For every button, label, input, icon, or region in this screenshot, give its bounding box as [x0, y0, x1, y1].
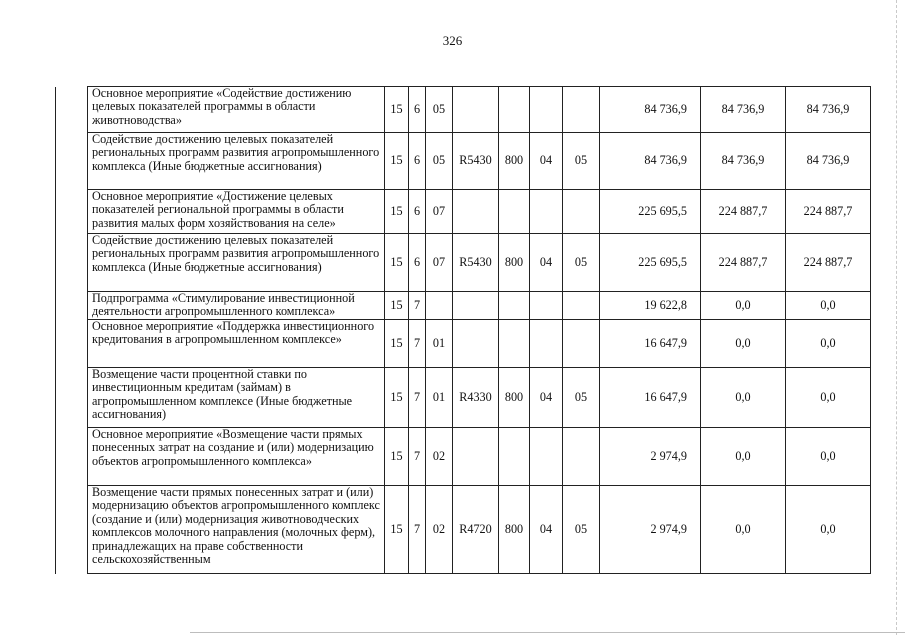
code-direction: R4330: [453, 368, 499, 428]
code-subsection: 05: [563, 368, 600, 428]
row-name: Основное мероприятие «Содействие достижению целевых показателей программы в области животноводства»: [88, 87, 385, 133]
code-direction: [453, 428, 499, 486]
row-lead-cell: [56, 234, 88, 292]
code-subprogram: 7: [409, 486, 426, 574]
code-subsection: 05: [563, 133, 600, 190]
code-gp: 15: [385, 428, 409, 486]
code-section: [530, 320, 563, 368]
amount-year-3: 84 736,9: [786, 133, 871, 190]
code-measure: 02: [426, 428, 453, 486]
code-direction: R4720: [453, 486, 499, 574]
amount-year-3: 0,0: [786, 320, 871, 368]
scan-bottom-line: [190, 632, 905, 633]
amount-year-1: 16 647,9: [600, 320, 701, 368]
code-gp: 15: [385, 320, 409, 368]
code-subsection: [563, 87, 600, 133]
code-direction: R5430: [453, 234, 499, 292]
amount-year-2: 224 887,7: [701, 190, 786, 234]
amount-year-1: 19 622,8: [600, 292, 701, 320]
code-subsection: 05: [563, 486, 600, 574]
row-lead-cell: [56, 428, 88, 486]
amount-year-3: 0,0: [786, 486, 871, 574]
amount-year-1: 16 647,9: [600, 368, 701, 428]
code-measure: 01: [426, 320, 453, 368]
row-lead-cell: [56, 320, 88, 368]
code-expense-type: [499, 190, 530, 234]
code-measure: 07: [426, 234, 453, 292]
code-section: 04: [530, 368, 563, 428]
code-subsection: [563, 292, 600, 320]
row-name: Содействие достижению целевых показателей региональных программ развития агропромышленного комплекса (Иные бюджетные ассигнования): [88, 133, 385, 190]
code-subprogram: 7: [409, 320, 426, 368]
amount-year-2: 84 736,9: [701, 87, 786, 133]
amount-year-3: 84 736,9: [786, 87, 871, 133]
code-expense-type: 800: [499, 486, 530, 574]
amount-year-1: 225 695,5: [600, 190, 701, 234]
amount-year-3: 0,0: [786, 292, 871, 320]
amount-year-2: 0,0: [701, 368, 786, 428]
row-lead-cell: [56, 292, 88, 320]
amount-year-1: 84 736,9: [600, 133, 701, 190]
code-gp: 15: [385, 190, 409, 234]
table-row: [56, 292, 871, 320]
code-direction: [453, 190, 499, 234]
row-lead-cell: [56, 368, 88, 428]
code-direction: R5430: [453, 133, 499, 190]
code-direction: [453, 292, 499, 320]
code-section: [530, 87, 563, 133]
table-row: [56, 87, 871, 133]
amount-year-2: 224 887,7: [701, 234, 786, 292]
code-expense-type: [499, 320, 530, 368]
row-name: Основное мероприятие «Достижение целевых показателей региональной программы в области развития малых форм хозяйствования на селе»: [88, 190, 385, 234]
table-row: [56, 234, 871, 292]
code-section: 04: [530, 133, 563, 190]
code-gp: 15: [385, 133, 409, 190]
code-measure: 02: [426, 486, 453, 574]
code-expense-type: 800: [499, 368, 530, 428]
code-subprogram: 7: [409, 428, 426, 486]
amount-year-2: 0,0: [701, 292, 786, 320]
row-lead-cell: [56, 486, 88, 574]
code-section: [530, 190, 563, 234]
table-row: [56, 320, 871, 368]
row-name: Возмещение части процентной ставки по инвестиционным кредитам (займам) в агропромышленном комплексе (Иные бюджетные ассигнования): [88, 368, 385, 428]
code-subprogram: 6: [409, 87, 426, 133]
row-name: Возмещение части прямых понесенных затрат и (или) модернизацию объектов агропромышленного комплекс (создание и (или) модернизация животноводческих комплексов молочного направления (молочных ферм), принадлежащих на праве собственности сельскохозяйственным: [88, 486, 385, 574]
row-name: Подпрограмма «Стимулирование инвестиционной деятельности агропромышленного комплекса»: [88, 292, 385, 320]
table-row: [56, 133, 871, 190]
table-row: [56, 486, 871, 574]
code-measure: 01: [426, 368, 453, 428]
code-expense-type: [499, 87, 530, 133]
amount-year-1: 2 974,9: [600, 428, 701, 486]
code-gp: 15: [385, 234, 409, 292]
code-subsection: [563, 428, 600, 486]
row-name: Содействие достижению целевых показателей региональных программ развития агропромышленного комплекса (Иные бюджетные ассигнования): [88, 234, 385, 292]
row-name: Основное мероприятие «Поддержка инвестиционного кредитования в агропромышленном комплексе»: [88, 320, 385, 368]
row-lead-cell: [56, 190, 88, 234]
amount-year-1: 84 736,9: [600, 87, 701, 133]
code-subprogram: 6: [409, 190, 426, 234]
code-subprogram: 6: [409, 234, 426, 292]
amount-year-2: 0,0: [701, 320, 786, 368]
code-subsection: [563, 320, 600, 368]
amount-year-2: 0,0: [701, 428, 786, 486]
code-gp: 15: [385, 87, 409, 133]
amount-year-3: 224 887,7: [786, 234, 871, 292]
code-expense-type: [499, 428, 530, 486]
code-direction: [453, 87, 499, 133]
amount-year-3: 224 887,7: [786, 190, 871, 234]
code-section: 04: [530, 486, 563, 574]
row-lead-cell: [56, 87, 88, 133]
code-gp: 15: [385, 292, 409, 320]
amount-year-2: 0,0: [701, 486, 786, 574]
code-direction: [453, 320, 499, 368]
code-section: [530, 292, 563, 320]
code-subprogram: 7: [409, 292, 426, 320]
table-row: [56, 428, 871, 486]
scan-edge-line: [896, 0, 898, 635]
row-name: Основное мероприятие «Возмещение части прямых понесенных затрат на создание и (или) модернизацию объектов агропромышленного комплекса»: [88, 428, 385, 486]
code-gp: 15: [385, 368, 409, 428]
row-lead-cell: [56, 133, 88, 190]
budget-table: [55, 86, 871, 574]
table-row: [56, 368, 871, 428]
amount-year-1: 225 695,5: [600, 234, 701, 292]
code-section: [530, 428, 563, 486]
code-subsection: 05: [563, 234, 600, 292]
code-expense-type: 800: [499, 234, 530, 292]
code-expense-type: 800: [499, 133, 530, 190]
table-body: [56, 87, 871, 574]
code-expense-type: [499, 292, 530, 320]
code-section: 04: [530, 234, 563, 292]
code-measure: [426, 292, 453, 320]
code-measure: 05: [426, 133, 453, 190]
page-number: 326: [442, 33, 463, 48]
code-measure: 07: [426, 190, 453, 234]
amount-year-2: 84 736,9: [701, 133, 786, 190]
table-row: [56, 190, 871, 234]
code-subprogram: 7: [409, 368, 426, 428]
amount-year-3: 0,0: [786, 428, 871, 486]
amount-year-1: 2 974,9: [600, 486, 701, 574]
code-subprogram: 6: [409, 133, 426, 190]
amount-year-3: 0,0: [786, 368, 871, 428]
code-subsection: [563, 190, 600, 234]
code-gp: 15: [385, 486, 409, 574]
code-measure: 05: [426, 87, 453, 133]
